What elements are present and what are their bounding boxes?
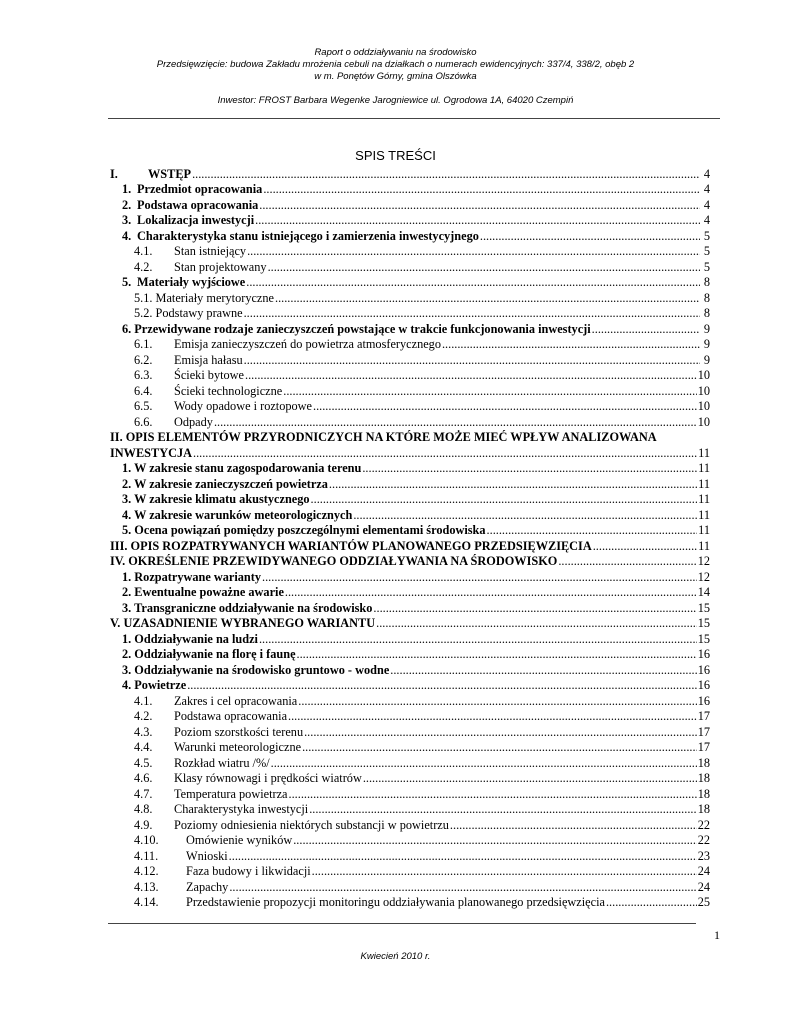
toc-entry-title: Emisja hałasu — [174, 352, 243, 367]
footer-rule — [108, 923, 696, 924]
toc-entry[interactable] — [110, 383, 710, 399]
toc-entry[interactable] — [110, 352, 710, 368]
toc-entry-page: 17 — [697, 709, 710, 723]
toc-entry-title: 2. Ewentualne poważne awarie — [122, 585, 284, 599]
toc-entry-page: 5 — [703, 259, 710, 274]
toc-entry-number: 4.3. — [134, 724, 153, 739]
toc-entry-leader — [353, 508, 697, 523]
toc-entry-number: 4.11. — [134, 848, 159, 863]
toc-entry[interactable] — [110, 678, 710, 694]
toc-entry[interactable] — [110, 554, 710, 570]
toc-entry-leader — [373, 601, 696, 616]
toc-entry-number: 5. — [122, 275, 132, 289]
toc-entry-page: 11 — [698, 538, 710, 553]
toc-entry-leader — [268, 260, 700, 275]
toc-entry-title: Charakterystyka inwestycji — [174, 802, 309, 816]
toc-entry-number: 2. — [122, 197, 132, 212]
toc-entry-number: 6.5. — [134, 399, 153, 413]
toc-entry-leader — [363, 771, 697, 786]
toc-entry-page: 24 — [697, 864, 710, 878]
toc-entry-leader — [187, 678, 697, 693]
toc-entry[interactable] — [110, 182, 710, 198]
toc-entry-title: Podstawa opracowania — [137, 197, 259, 212]
toc-entry-page: 10 — [697, 414, 710, 429]
toc-entry[interactable] — [110, 569, 710, 585]
toc-entry-page: 11 — [698, 507, 710, 522]
toc-entry-title: INWESTYCJA — [110, 445, 192, 460]
toc-title: SPIS TREŚCI — [355, 148, 436, 163]
toc-entry[interactable] — [110, 197, 710, 213]
toc-entry[interactable] — [110, 848, 710, 864]
toc-entry-leader — [304, 725, 697, 740]
toc-entry-page: 18 — [697, 755, 710, 770]
toc-entry-title: Poziomy odniesienia niektórych substancji w powietrzu — [174, 817, 449, 832]
toc-entry-leader — [263, 182, 700, 197]
toc-entry-title: Stan projektowany — [174, 259, 267, 274]
toc-entry-number: 4.7. — [134, 786, 153, 801]
toc-entry-page: 23 — [697, 848, 710, 863]
toc-entry-page: 16 — [697, 647, 710, 661]
toc-entry-leader — [288, 709, 697, 724]
toc-entry[interactable] — [110, 430, 710, 446]
toc-entry-title: Warunki meteorologiczne — [174, 740, 302, 754]
toc-entry-title: Ścieki technologiczne — [174, 383, 283, 398]
toc-entry-page: 5 — [703, 228, 710, 243]
toc-entry-page: 22 — [697, 817, 710, 832]
toc-entry-leader — [244, 306, 700, 321]
toc-entry-title: III. OPIS ROZPATRYWANYCH WARIANTÓW PLANOWANEGO PRZEDSIĘWZIĘCIA — [110, 538, 592, 553]
toc-entry-title: 3. W zakresie klimatu akustycznego — [122, 492, 310, 506]
toc-entry-title: V. UZASADNIENIE WYBRANEGO WARIANTU — [110, 616, 376, 630]
table-of-contents — [110, 166, 710, 910]
toc-entry[interactable] — [110, 259, 710, 275]
toc-entry-number: 6.1. — [134, 337, 153, 351]
header-rule — [108, 118, 720, 119]
toc-entry-page: 16 — [697, 693, 710, 708]
toc-entry-number: I. — [110, 166, 118, 181]
toc-entry-page: 8 — [703, 290, 710, 305]
toc-entry-title: Przedstawienie propozycji monitoringu oddziaływania planowanego przedsięwzięcia — [186, 895, 605, 909]
toc-entry[interactable] — [110, 399, 710, 415]
toc-entry-leader — [593, 539, 697, 554]
toc-entry-page: 12 — [697, 569, 710, 584]
toc-entry-title: 4. Powietrze — [122, 678, 187, 692]
toc-entry-leader — [293, 833, 696, 848]
toc-entry-number: 4.10. — [134, 833, 159, 847]
toc-entry-leader — [606, 895, 697, 910]
toc-entry-title: IV. OKREŚLENIE PRZEWIDYWANEGO ODDZIAŁYWANIA NA ŚRODOWISKO — [110, 554, 558, 568]
toc-entry[interactable] — [110, 662, 710, 678]
toc-entry-title: 1. W zakresie stanu zagospodarowania terenu — [122, 461, 362, 475]
toc-entry-page: 17 — [697, 740, 710, 754]
toc-entry[interactable] — [110, 228, 710, 244]
toc-entry[interactable] — [110, 445, 710, 461]
toc-entry-title: WSTĘP — [148, 166, 192, 181]
toc-entry-leader — [259, 198, 700, 213]
toc-entry[interactable] — [110, 368, 710, 384]
toc-entry[interactable] — [110, 817, 710, 833]
toc-entry-page: 11 — [698, 523, 710, 537]
toc-entry-title: 5.2. Podstawy prawne — [134, 306, 243, 320]
toc-entry-leader — [271, 756, 697, 771]
toc-entry-title: 6. Przewidywane rodzaje zanieczyszczeń powstające w trakcie funkcjonowania inwestycji — [122, 321, 591, 336]
footer-page-number: 1 — [714, 928, 720, 942]
toc-entry-title: Rozkład wiatru /%/ — [174, 755, 270, 770]
toc-entry-number: 4.8. — [134, 802, 153, 816]
toc-entry-leader — [362, 461, 697, 476]
toc-entry-page: 24 — [697, 879, 710, 894]
toc-entry-number: 6.2. — [134, 352, 153, 367]
toc-entry-title: Omówienie wyników — [186, 833, 293, 847]
toc-entry-number: 4.12. — [134, 864, 159, 878]
toc-entry-leader — [302, 740, 697, 755]
toc-entry-leader — [313, 399, 697, 414]
toc-entry-leader — [450, 818, 697, 833]
toc-entry-page: 8 — [703, 306, 710, 320]
toc-entry-page: 10 — [697, 383, 710, 398]
toc-entry-leader — [480, 229, 700, 244]
toc-entry-page: 25 — [697, 895, 710, 909]
toc-entry[interactable] — [110, 709, 710, 725]
toc-entry[interactable] — [110, 771, 710, 787]
toc-entry-page: 10 — [697, 399, 710, 413]
toc-entry-page: 18 — [697, 771, 710, 785]
toc-entry[interactable] — [110, 864, 710, 880]
toc-entry-title: Podstawa opracowania — [174, 709, 288, 723]
toc-entry-page: 11 — [698, 492, 710, 506]
toc-entry-title: 5.1. Materiały merytoryczne — [134, 290, 274, 305]
toc-entry-leader — [255, 213, 700, 228]
toc-entry-title: 5. Ocena powiązań pomiędzy poszczególnymi elementami środowiska — [122, 523, 486, 537]
toc-entry[interactable] — [110, 755, 710, 771]
header-line-2: Przedsięwzięcie: budowa Zakładu mrożenia cebuli na działkach o numerach ewidencyjnych: 337/4, 338/2, obęb 2 — [156, 59, 635, 70]
toc-entry-title: Ścieki bytowe — [174, 368, 245, 382]
toc-entry[interactable] — [110, 476, 710, 492]
toc-entry-page: 4 — [703, 166, 710, 181]
toc-entry-leader — [297, 647, 697, 662]
toc-entry[interactable] — [110, 895, 710, 911]
toc-entry-number: 6.6. — [134, 414, 153, 429]
toc-entry[interactable] — [110, 600, 710, 616]
toc-entry-page: 16 — [697, 678, 710, 692]
toc-entry-leader — [214, 415, 697, 430]
toc-entry[interactable] — [110, 616, 710, 632]
toc-entry-title: Wody opadowe i roztopowe — [174, 399, 312, 413]
toc-entry[interactable] — [110, 492, 710, 508]
toc-entry-number: 4.1. — [134, 693, 153, 708]
toc-entry-page: 8 — [703, 275, 710, 289]
toc-entry-number: 4.2. — [134, 259, 153, 274]
toc-entry-title: Faza budowy i likwidacji — [186, 864, 311, 878]
toc-entry-title: Wnioski — [186, 848, 228, 863]
toc-entry-title: Materiały wyjściowe — [137, 275, 246, 289]
toc-entry-leader — [487, 523, 698, 538]
toc-entry-title: 1. Oddziaływanie na ludzi — [122, 631, 258, 646]
toc-entry[interactable] — [110, 321, 710, 337]
toc-entry[interactable] — [110, 740, 710, 756]
toc-entry-leader — [376, 616, 697, 631]
toc-entry-title: Charakterystyka stanu istniejącego i zamierzenia inwestycyjnego — [137, 228, 479, 243]
toc-entry-leader — [229, 880, 696, 895]
toc-entry-title: 2. Oddziaływanie na florę i faunę — [122, 647, 296, 661]
toc-entry[interactable] — [110, 631, 710, 647]
toc-entry-number: 4.14. — [134, 895, 159, 909]
toc-entry-number: 4.5. — [134, 755, 153, 770]
toc-entry-title: Lokalizacja inwestycji — [137, 213, 255, 227]
toc-entry-page: 22 — [697, 833, 710, 847]
toc-entry-leader — [192, 167, 700, 182]
toc-entry[interactable] — [110, 507, 710, 523]
toc-entry-leader — [312, 864, 697, 879]
toc-entry-leader — [247, 244, 700, 259]
toc-entry-title: Poziom szorstkości terenu — [174, 724, 304, 739]
toc-entry[interactable] — [110, 879, 710, 895]
toc-entry-leader — [285, 585, 697, 600]
toc-entry[interactable] — [110, 647, 710, 663]
toc-entry-number: 6.4. — [134, 383, 153, 398]
toc-entry-title: II. OPIS ELEMENTÓW PRZYRODNICZYCH NA KTÓRE MOŻE MIEĆ WPŁYW ANALIZOWANA — [110, 430, 657, 444]
toc-entry[interactable] — [110, 802, 710, 818]
toc-entry-number: 1. — [122, 182, 132, 196]
toc-entry-page: 12 — [697, 554, 710, 568]
toc-entry[interactable] — [110, 724, 710, 740]
footer-date: Kwiecień 2010 r. — [360, 951, 431, 962]
toc-entry-leader — [298, 694, 696, 709]
toc-entry[interactable] — [110, 523, 710, 539]
toc-entry-title: Emisja zanieczyszczeń do powietrza atmosferycznego — [174, 337, 441, 351]
toc-entry-page: 14 — [697, 585, 710, 599]
toc-entry[interactable] — [110, 833, 710, 849]
toc-entry[interactable] — [110, 275, 710, 291]
toc-entry-leader — [390, 663, 696, 678]
toc-entry-title: Zapachy — [186, 879, 229, 894]
toc-entry-leader — [229, 849, 697, 864]
toc-entry-leader — [193, 446, 697, 461]
toc-entry-page: 9 — [703, 321, 710, 336]
toc-entry-number: 4.6. — [134, 771, 153, 785]
toc-entry-title: Odpady — [174, 414, 213, 429]
toc-entry-leader — [592, 322, 700, 337]
toc-entry-page: 15 — [697, 616, 710, 630]
toc-entry-page: 16 — [697, 662, 710, 677]
toc-entry-title: 2. W zakresie zanieczyszczeń powietrza — [122, 476, 328, 491]
toc-entry-page: 4 — [703, 182, 710, 196]
toc-entry-page: 18 — [697, 786, 710, 801]
toc-entry-title: 4. W zakresie warunków meteorologicznych — [122, 507, 353, 522]
toc-entry-leader — [244, 353, 700, 368]
toc-entry-number: 4. — [122, 228, 132, 243]
toc-entry-title: 1. Rozpatrywane warianty — [122, 569, 262, 584]
toc-entry-page: 11 — [698, 476, 710, 491]
toc-entry-leader — [309, 802, 697, 817]
toc-entry-number: 4.4. — [134, 740, 153, 754]
toc-entry-leader — [558, 554, 696, 569]
toc-entry-leader — [246, 275, 700, 290]
toc-entry-page: 9 — [703, 337, 710, 351]
toc-entry-title: Zakres i cel opracowania — [174, 693, 298, 708]
toc-entry[interactable] — [110, 244, 710, 260]
toc-entry-number: 4.9. — [134, 817, 153, 832]
toc-entry-leader — [442, 337, 700, 352]
toc-entry-number: 4.2. — [134, 709, 153, 723]
toc-entry-leader — [283, 384, 696, 399]
toc-entry-title: Przedmiot opracowania — [137, 182, 263, 196]
toc-entry-page: 17 — [697, 724, 710, 739]
toc-entry-leader — [311, 492, 698, 507]
header-line-1: Raport o oddziaływaniu na środowisko — [314, 47, 477, 58]
toc-entry-page: 15 — [697, 600, 710, 615]
toc-entry-number: 4.13. — [134, 879, 159, 894]
toc-entry-title: Temperatura powietrza — [174, 786, 288, 801]
toc-entry[interactable] — [110, 538, 710, 554]
toc-entry-title: 3. Transgraniczne oddziaływanie na środowisko — [122, 600, 373, 615]
toc-entry-leader — [329, 477, 697, 492]
toc-entry-leader — [275, 291, 700, 306]
toc-entry[interactable] — [110, 306, 710, 322]
toc-entry[interactable] — [110, 166, 710, 182]
header-line-3: w m. Ponętów Górny, gmina Olszówka — [314, 71, 477, 82]
toc-entry[interactable] — [110, 414, 710, 430]
toc-entry-leader — [262, 570, 697, 585]
toc-entry-page: 10 — [697, 368, 710, 382]
toc-entry-number: 3. — [122, 213, 132, 227]
toc-entry-number: 6.3. — [134, 368, 153, 382]
toc-entry-leader — [289, 787, 697, 802]
toc-entry-title: Klasy równowagi i prędkości wiatrów — [174, 771, 362, 785]
toc-entry[interactable] — [110, 213, 710, 229]
header-investor: Inwestor: FROST Barbara Wegenke Jarogniewice ul. Ogrodowa 1A, 64020 Czempiń — [217, 95, 574, 106]
toc-entry-leader — [245, 368, 697, 383]
toc-entry-page: 9 — [703, 352, 710, 367]
toc-entry[interactable] — [110, 461, 710, 477]
toc-entry-page: 11 — [698, 445, 710, 460]
toc-entry[interactable] — [110, 786, 710, 802]
toc-entry-page: 4 — [703, 213, 710, 227]
toc-entry[interactable] — [110, 290, 710, 306]
toc-entry-leader — [259, 632, 697, 647]
toc-entry-page: 4 — [703, 197, 710, 212]
toc-entry-page: 11 — [698, 461, 710, 475]
toc-entry[interactable] — [110, 693, 710, 709]
toc-entry-number: 4.1. — [134, 244, 153, 258]
toc-entry-page: 18 — [697, 802, 710, 816]
toc-entry-title: 3. Oddziaływanie na środowisko gruntowo - wodne — [122, 662, 390, 677]
toc-entry[interactable] — [110, 585, 710, 601]
toc-entry-title: Stan istniejący — [174, 244, 247, 258]
toc-entry-page: 15 — [697, 631, 710, 646]
toc-entry[interactable] — [110, 337, 710, 353]
toc-entry-page: 5 — [703, 244, 710, 258]
